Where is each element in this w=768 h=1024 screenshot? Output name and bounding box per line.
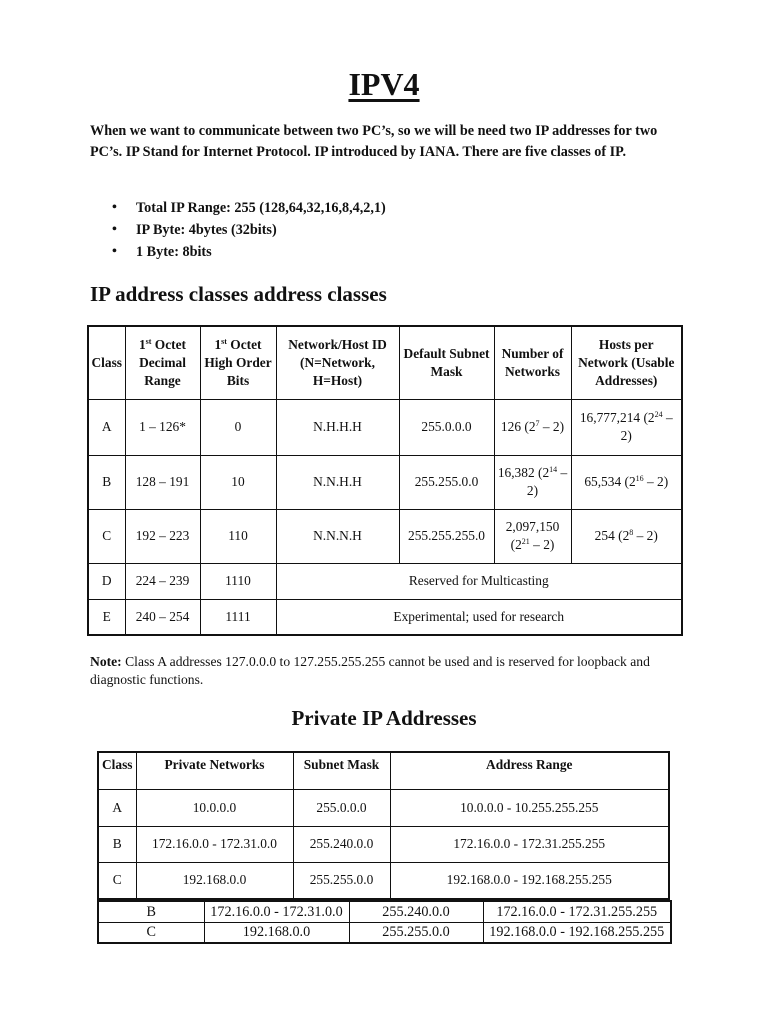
cell-networks: 16,382 $(2^{14} - 2)$ xyxy=(494,455,571,509)
cell-mask: 255.255.0.0 xyxy=(349,922,483,943)
cell-bits: 1111 xyxy=(200,599,276,635)
note-text: Class A addresses 127.0.0.0 to 127.255.255.255 cannot be used and is reserved for loopback and diagnostic functions. xyxy=(90,654,650,687)
cell-class: D xyxy=(88,563,125,599)
cell-mask: 255.240.0.0 xyxy=(349,901,483,922)
cell-bits: 1110 xyxy=(200,563,276,599)
cell-networks: 10.0.0.0 xyxy=(136,789,293,826)
cell-class: C xyxy=(98,922,204,943)
cell-networks: 2,097,150 $(2^{21} - 2)$ xyxy=(494,509,571,563)
cell-networks: 192.168.0.0 xyxy=(136,862,293,899)
cell-range: 224 – 239 xyxy=(125,563,200,599)
page-title: IPV4 xyxy=(348,66,420,102)
cell-bits: 110 xyxy=(200,509,276,563)
cell-merged-description: Reserved for Multicasting xyxy=(276,563,682,599)
table-row xyxy=(98,901,671,922)
header-class: Class xyxy=(98,752,136,789)
note-paragraph xyxy=(90,653,690,689)
cell-range: 240 – 254 xyxy=(125,599,200,635)
cell-merged-description: Experimental; used for research xyxy=(276,599,682,635)
cell-class: C xyxy=(88,509,125,563)
intro-paragraph: When we want to communicate between two PC’s, so we will be need two IP addresses for two PC’s. IP Stand for Internet Protocol. IP introduced by IANA. There are five classes of IP. xyxy=(90,123,658,160)
table-row xyxy=(88,399,682,455)
table-header-row xyxy=(98,752,669,789)
bullet-item: • Total IP Range: 255 (128,64,32,16,8,4,2,1) xyxy=(112,197,386,219)
table-header-row xyxy=(88,326,682,399)
cell-hosts: 65,534 $(2^{16} - 2)$ xyxy=(571,455,682,509)
bullet-item: • IP Byte: 4bytes (32bits) xyxy=(112,219,386,241)
cell-class: B xyxy=(98,901,204,922)
cell-class: B xyxy=(88,455,125,509)
cell-range: 172.16.0.0 - 172.31.255.255 xyxy=(390,826,669,862)
cell-class: C xyxy=(98,862,136,899)
cell-mask: 255.0.0.0 xyxy=(293,789,390,826)
bullet-item: • 1 Byte: 8bits xyxy=(112,241,386,263)
header-number-networks: Number of Networks xyxy=(494,326,571,399)
ip-classes-table xyxy=(87,325,683,636)
cell-id: N.H.H.H xyxy=(276,399,399,455)
cell-range: 128 – 191 xyxy=(125,455,200,509)
table-row xyxy=(98,922,671,943)
cell-bits: 0 xyxy=(200,399,276,455)
cell-range: 172.16.0.0 - 172.31.255.255 xyxy=(483,901,671,922)
header-network-host-id: Network/Host ID (N=Network, H=Host) xyxy=(276,326,399,399)
table-row xyxy=(88,509,682,563)
private-ip-extra-table xyxy=(97,900,672,944)
cell-networks: 126 $(2^7 - 2)$ xyxy=(494,399,571,455)
table-row xyxy=(98,789,669,826)
private-ip-table xyxy=(97,751,670,900)
cell-id: N.N.N.H xyxy=(276,509,399,563)
table-row xyxy=(88,599,682,635)
cell-mask: 255.255.255.0 xyxy=(399,509,494,563)
cell-id: N.N.H.H xyxy=(276,455,399,509)
cell-hosts: 16,777,214 $(2^{24} - 2)$ xyxy=(571,399,682,455)
header-subnet-mask: Default Subnet Mask xyxy=(399,326,494,399)
cell-hosts: 254 $(2^8 - 2)$ xyxy=(571,509,682,563)
cell-mask: 255.255.0.0 xyxy=(293,862,390,899)
cell-range: 192.168.0.0 - 192.168.255.255 xyxy=(390,862,669,899)
cell-networks: 172.16.0.0 - 172.31.0.0 xyxy=(204,901,349,922)
header-class: Class xyxy=(88,326,125,399)
bullet-list xyxy=(112,197,386,263)
cell-class: E xyxy=(88,599,125,635)
table-row xyxy=(98,862,669,899)
header-private-networks: Private Networks xyxy=(136,752,293,789)
cell-class: A xyxy=(88,399,125,455)
classes-heading: IP address classes address classes xyxy=(90,282,387,306)
cell-class: B xyxy=(98,826,136,862)
table-row xyxy=(88,455,682,509)
cell-mask: 255.255.0.0 xyxy=(399,455,494,509)
cell-range: 192.168.0.0 - 192.168.255.255 xyxy=(483,922,671,943)
cell-mask: 255.240.0.0 xyxy=(293,826,390,862)
table-row xyxy=(98,826,669,862)
cell-networks: 192.168.0.0 xyxy=(204,922,349,943)
header-address-range: Address Range xyxy=(390,752,669,789)
header-hosts: Hosts per Network (Usable Addresses) xyxy=(571,326,682,399)
cell-range: 1 – 126* xyxy=(125,399,200,455)
cell-networks: 172.16.0.0 - 172.31.0.0 xyxy=(136,826,293,862)
private-heading: Private IP Addresses xyxy=(291,706,477,730)
note-label: Note: xyxy=(90,654,122,669)
cell-mask: 255.0.0.0 xyxy=(399,399,494,455)
cell-bits: 10 xyxy=(200,455,276,509)
table-row xyxy=(88,563,682,599)
header-octet-bits: 1st Octet High Order Bits xyxy=(200,326,276,399)
header-subnet-mask: Subnet Mask xyxy=(293,752,390,789)
header-octet-range: 1st Octet Decimal Range xyxy=(125,326,200,399)
cell-class: A xyxy=(98,789,136,826)
cell-range: 192 – 223 xyxy=(125,509,200,563)
cell-range: 10.0.0.0 - 10.255.255.255 xyxy=(390,789,669,826)
